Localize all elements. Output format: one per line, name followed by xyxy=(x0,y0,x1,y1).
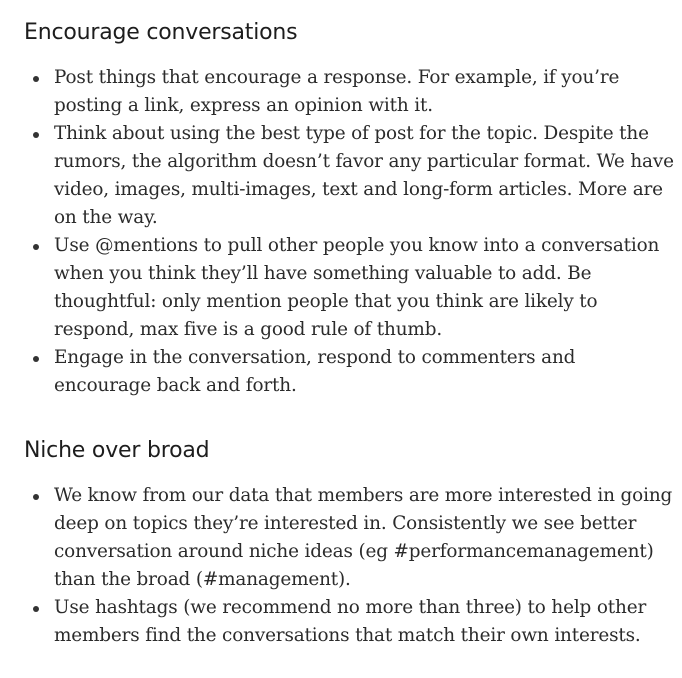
bullet-list xyxy=(24,64,674,400)
article-body xyxy=(24,16,674,650)
list-item: Post things that encourage a response. For example, if you’re posting a link, express an opinion with it. xyxy=(24,64,674,120)
list-item: Use @mentions to pull other people you know into a conversation when you think they’ll have something valuable to add. Be thoughtful: only mention people that you think are likely to respond, max five is a good rule of thumb. xyxy=(24,232,674,344)
section-heading: Niche over broad xyxy=(24,438,210,463)
bullet-list xyxy=(24,482,674,650)
section-niche-over-broad xyxy=(24,434,674,650)
list-item: Use hashtags (we recommend no more than three) to help other members find the conversations that match their own interests. xyxy=(24,594,674,650)
list-item: Think about using the best type of post for the topic. Despite the rumors, the algorithm doesn’t favor any particular format. We have video, images, multi-images, text and long-form articles. More are on the way. xyxy=(24,120,674,232)
list-item: We know from our data that members are more interested in going deep on topics they’re interested in. Consistently we see better conversation around niche ideas (eg #performancemanagement) than the broad (#management). xyxy=(24,482,674,594)
section-heading: Encourage conversations xyxy=(24,20,298,45)
section-encourage-conversations xyxy=(24,16,674,400)
list-item: Engage in the conversation, respond to commenters and encourage back and forth. xyxy=(24,344,674,400)
